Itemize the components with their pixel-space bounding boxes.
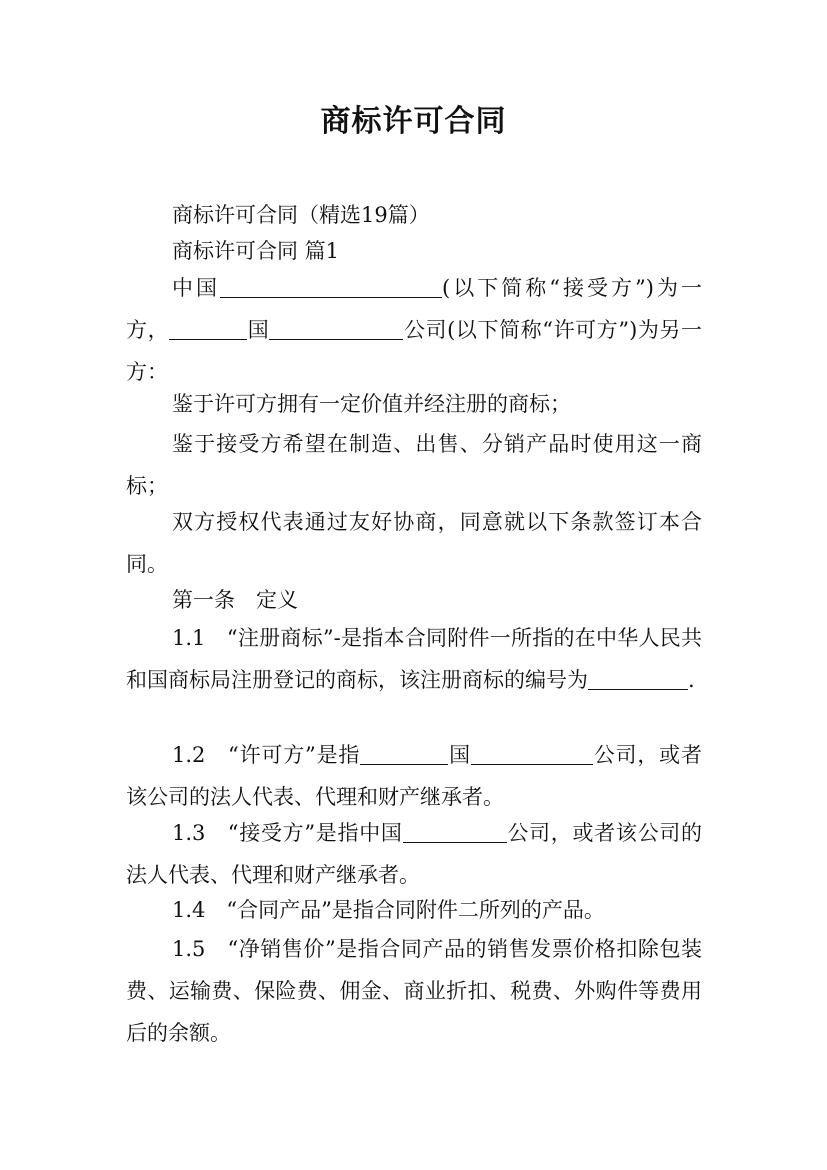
clause-1-1 <box>126 617 702 701</box>
clause-lead: 1.3 “接受方”是指中国 <box>172 821 403 845</box>
parties-company: 公司(以下简称“许可方”)为另一方： <box>126 318 703 384</box>
blank-field <box>269 315 403 340</box>
section-heading: 商标许可合同 篇1 <box>172 239 340 263</box>
clause-lead: 1.2 “许可方”是指 <box>172 743 361 767</box>
blank-field <box>588 665 688 690</box>
clause-1-5: 1.5 “净销售价”是指合同产品的销售发票价格扣除包装费、运输费、保险费、佣金、商业折扣、税费、外购件等费用后的余额。 <box>126 937 702 1045</box>
recital-paragraph: 鉴于接受方希望在制造、出售、分销产品时使用这一商标； <box>126 432 702 498</box>
blank-field <box>220 273 442 298</box>
agreement-paragraph: 双方授权代表通过友好协商，同意就以下条款签订本合同。 <box>126 510 702 576</box>
blank-field <box>360 740 448 765</box>
clause-tail: 公司，或者该公司的法人代表、代理和财产继承者。 <box>126 821 702 887</box>
parties-lead: 中国 <box>172 276 221 300</box>
blank-field <box>471 740 593 765</box>
clause-tail: 公司，或者该公司的法人代表、代理和财产继承者。 <box>126 743 703 809</box>
clause-tail: . <box>688 668 695 692</box>
parties-tail: (以下简称“接受方”)为一方， <box>126 276 703 342</box>
document-title: 商标许可合同 <box>320 104 507 139</box>
blank-field <box>169 315 247 340</box>
clause-mid: 国 <box>448 743 471 767</box>
blank-field <box>403 818 507 843</box>
recital-paragraph: 鉴于许可方拥有一定价值并经注册的商标； <box>172 392 571 416</box>
subtitle: 商标许可合同（精选19篇） <box>172 203 430 227</box>
article-heading: 第一条 定义 <box>172 588 298 612</box>
parties-paragraph <box>126 267 702 393</box>
parties-country: 国 <box>247 318 270 342</box>
clause-1-2 <box>126 734 702 818</box>
clause-text: 1.1 “注册商标”-是指本合同附件一所指的在中华人民共和国商标局注册登记的商标，该注册商标的编号为 <box>126 626 702 692</box>
clause-1-3 <box>126 812 702 896</box>
clause-1-4: 1.4 “合同产品”是指合同附件二所列的产品。 <box>172 898 605 922</box>
